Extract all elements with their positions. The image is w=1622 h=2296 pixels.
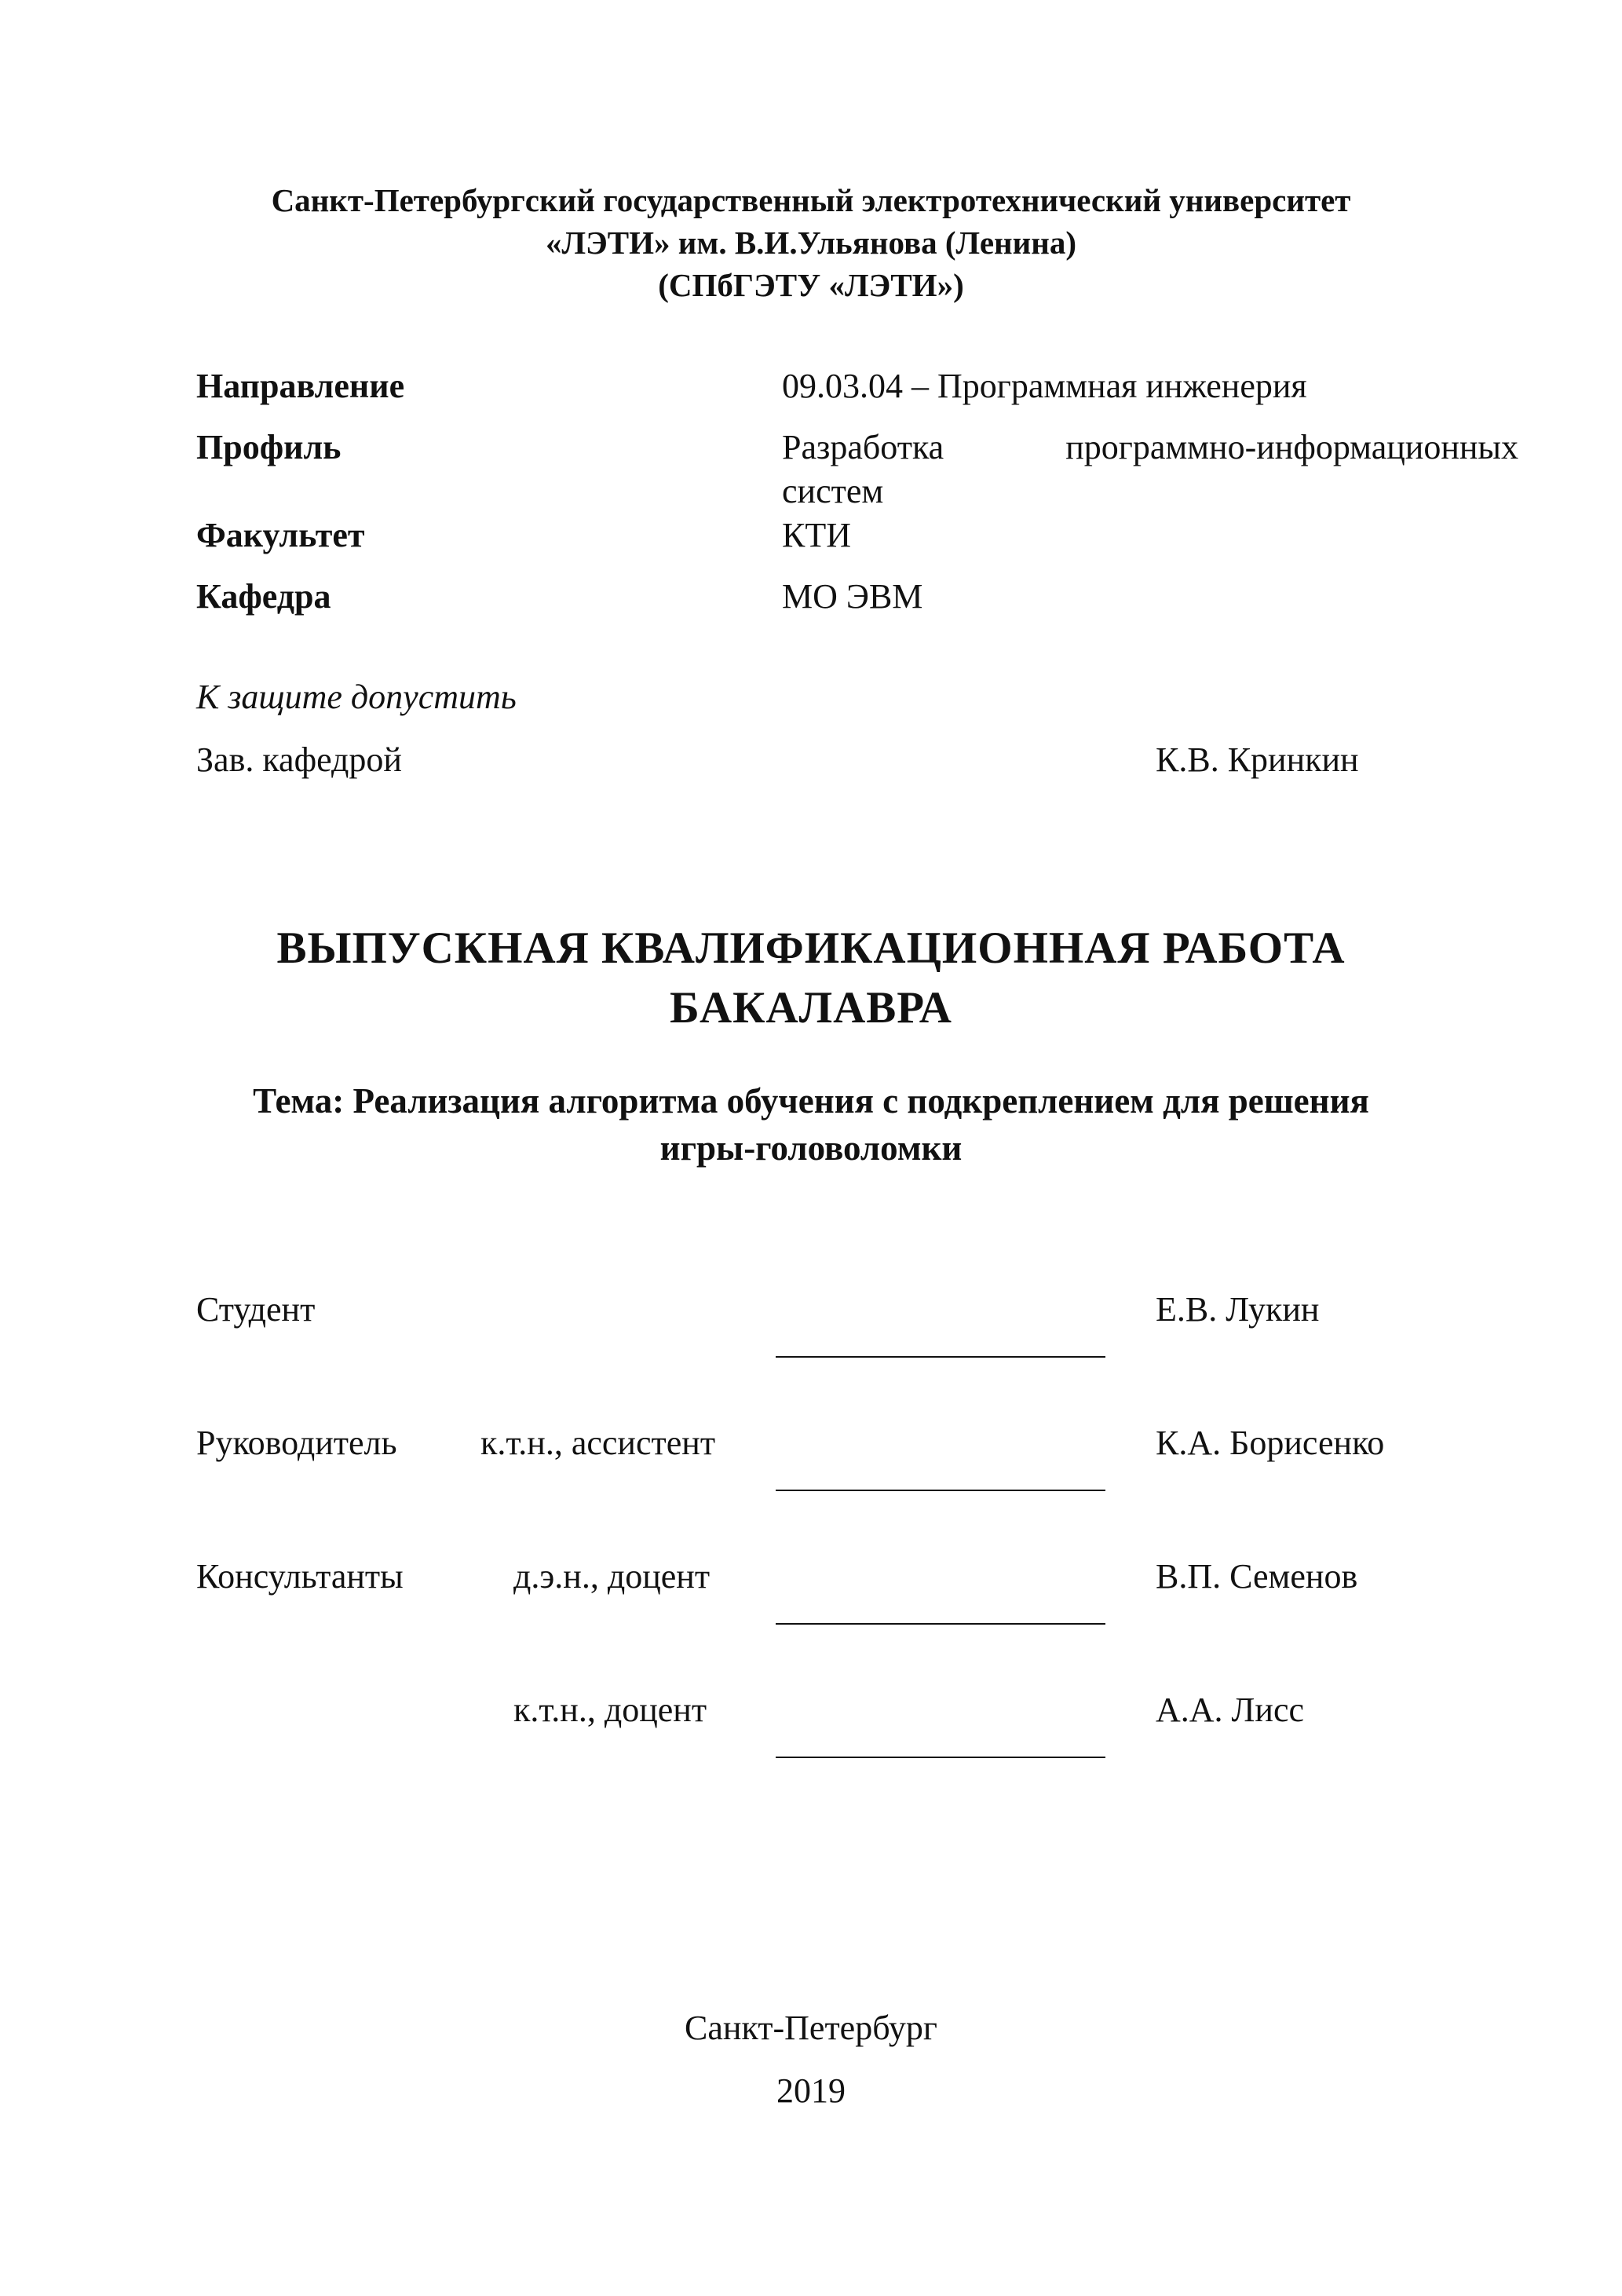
consultant1-degree: д.э.н., доцент xyxy=(513,1557,711,1596)
footer-city: Санкт-Петербург xyxy=(685,2009,937,2047)
topic-line1: Тема: Реализация алгоритма обучения с подкреплением для решения xyxy=(253,1081,1369,1121)
consultant2-signature-line xyxy=(776,1757,1105,1758)
university-abbr-full: «ЛЭТИ» им. В.И.Ульянова (Ленина) xyxy=(545,225,1077,261)
department-label: Кафедра xyxy=(196,577,331,616)
supervisor-name: К.А. Борисенко xyxy=(1156,1424,1385,1462)
student-label: Студент xyxy=(196,1290,316,1329)
university-abbr: (СПбГЭТУ «ЛЭТИ») xyxy=(658,267,964,303)
profile-value-word1: Разработка xyxy=(782,428,944,466)
consultant2-name: А.А. Лисс xyxy=(1156,1691,1304,1729)
faculty-value: КТИ xyxy=(782,516,851,554)
topic-line2: игры-головоломки xyxy=(659,1128,963,1168)
profile-label: Профиль xyxy=(196,428,342,466)
head-of-department-label: Зав. кафедрой xyxy=(196,740,402,779)
direction-value: 09.03.04 – Программная инженерия xyxy=(782,367,1307,405)
supervisor-label: Руководитель xyxy=(196,1424,397,1462)
profile-value-word2: программно-информационных xyxy=(1065,428,1518,466)
university-name: Санкт-Петербургский государственный электротехнический университет xyxy=(271,182,1351,218)
head-of-department-name: К.В. Кринкин xyxy=(1156,740,1359,779)
thesis-title-line2: БАКАЛАВРА xyxy=(670,983,952,1033)
consultant2-degree: к.т.н., доцент xyxy=(513,1691,707,1729)
consultants-label: Консультанты xyxy=(196,1557,404,1596)
profile-value xyxy=(782,427,1518,467)
student-name: Е.В. Лукин xyxy=(1156,1290,1320,1329)
department-value: МО ЭВМ xyxy=(782,577,923,616)
footer-year: 2019 xyxy=(776,2071,846,2110)
thesis-title-line1: ВЫПУСКНАЯ КВАЛИФИКАЦИОННАЯ РАБОТА xyxy=(276,923,1346,973)
profile-value-line2: систем xyxy=(782,472,884,510)
direction-label: Направление xyxy=(196,367,405,405)
supervisor-signature-line xyxy=(776,1490,1105,1491)
supervisor-degree: к.т.н., ассистент xyxy=(480,1424,716,1462)
consultant1-name: В.П. Семенов xyxy=(1156,1557,1358,1596)
consultant1-signature-line xyxy=(776,1623,1105,1625)
student-signature-line xyxy=(776,1356,1105,1358)
faculty-label: Факультет xyxy=(196,516,365,554)
admit-to-defense: К защите допустить xyxy=(196,678,517,716)
